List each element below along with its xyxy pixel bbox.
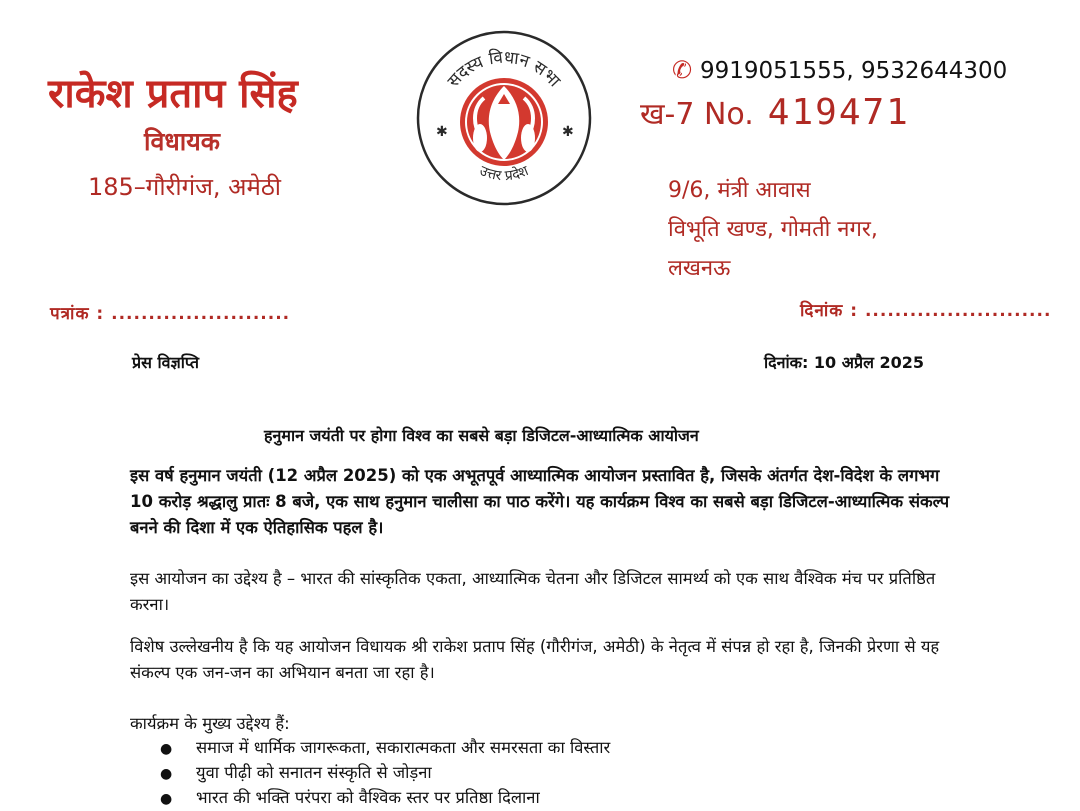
release-date: दिनांक: 10 अप्रैल 2025 bbox=[764, 353, 925, 372]
address-line-3: लखनऊ bbox=[668, 256, 731, 281]
letter-date-field: दिनांक : ......................... bbox=[800, 301, 1052, 321]
letter-number-field: पत्रांक : ........................ bbox=[50, 304, 291, 324]
list-item bbox=[160, 761, 610, 786]
address-line-1: 9/6, मंत्री आवास bbox=[668, 178, 811, 203]
paragraph-leadership: विशेष उल्लेखनीय है कि यह आयोजन विधायक श्री राकेश प्रताप सिंह (गौरीगंज, अमेठी) के नेतृत्व में संपन्न हो रहा है, जिनकी प्रेरणा से यह संकल्प एक जन-जन का अभियान बनता जा रहा है। bbox=[130, 637, 940, 682]
seal-bottom-text: उत्तर प्रदेश bbox=[477, 163, 531, 185]
bullet-icon: ● bbox=[160, 741, 173, 757]
seal-star-right: ✱ bbox=[562, 124, 574, 140]
seal-top-text: सदस्य विधान सभा bbox=[443, 47, 565, 92]
bullet-icon: ● bbox=[160, 791, 173, 807]
list-item bbox=[160, 736, 610, 761]
vidhan-sabha-seal bbox=[414, 28, 594, 208]
objective-text: समाज में धार्मिक जागरूकता, सकारात्मकता और समरसता का विस्तार bbox=[196, 738, 611, 757]
objective-text: भारत की भक्ति परंपरा को वैश्विक स्तर पर प्रतिष्ठा दिलाना bbox=[196, 788, 540, 807]
constituency: 185–गौरीगंज, अमेठी bbox=[88, 173, 281, 201]
release-heading: हनुमान जयंती पर होगा विश्व का सबसे बड़ा डिजिटल-आध्यात्मिक आयोजन bbox=[264, 426, 699, 445]
phone-numbers: 9919051555, 9532644300 bbox=[700, 58, 1008, 84]
objectives-list bbox=[160, 736, 610, 811]
objective-text: युवा पीढ़ी को सनातन संस्कृति से जोड़ना bbox=[196, 763, 432, 782]
seal-star-left: ✱ bbox=[436, 124, 448, 140]
file-prefix: ख-7 No. bbox=[640, 97, 754, 132]
paragraph-purpose: इस आयोजन का उद्देश्य है – भारत की सांस्कृतिक एकता, आध्यात्मिक चेतना और डिजिटल सामर्थ्य को एक साथ वैश्विक मंच पर प्रतिष्ठित करना। bbox=[130, 569, 936, 614]
address-line-2: विभूति खण्ड, गोमती नगर, bbox=[668, 217, 878, 242]
mla-title: विधायक bbox=[144, 127, 220, 156]
file-number-row bbox=[640, 92, 910, 133]
paragraph-intro: इस वर्ष हनुमान जयंती (12 अप्रैल 2025) को एक अभूतपूर्व आध्यात्मिक आयोजन प्रस्तावित है, जिसके अंतर्गत देश-विदेश के लगभग 10 करोड़ श्रद्धालु प्रातः 8 बजे, एक साथ हनुमान चालीसा का पाठ करेंगे। यह कार्यक्रम विश्व का सबसे बड़ा डिजिटल-आध्यात्मिक संकल्प बनने की दिशा में एक ऐतिहासिक पहल है। bbox=[130, 466, 950, 537]
file-number: 419471 bbox=[767, 92, 910, 133]
bullet-icon: ● bbox=[160, 766, 173, 782]
phone-icon: ✆ bbox=[672, 56, 693, 84]
list-item bbox=[160, 786, 610, 811]
mla-name: राकेश प्रताप सिंह bbox=[48, 71, 298, 117]
phone-row bbox=[672, 56, 1007, 84]
up-emblem-icon bbox=[460, 78, 548, 166]
objectives-heading: कार्यक्रम के मुख्य उद्देश्य हैं: bbox=[130, 714, 290, 733]
release-type: प्रेस विज्ञप्ति bbox=[132, 353, 199, 372]
